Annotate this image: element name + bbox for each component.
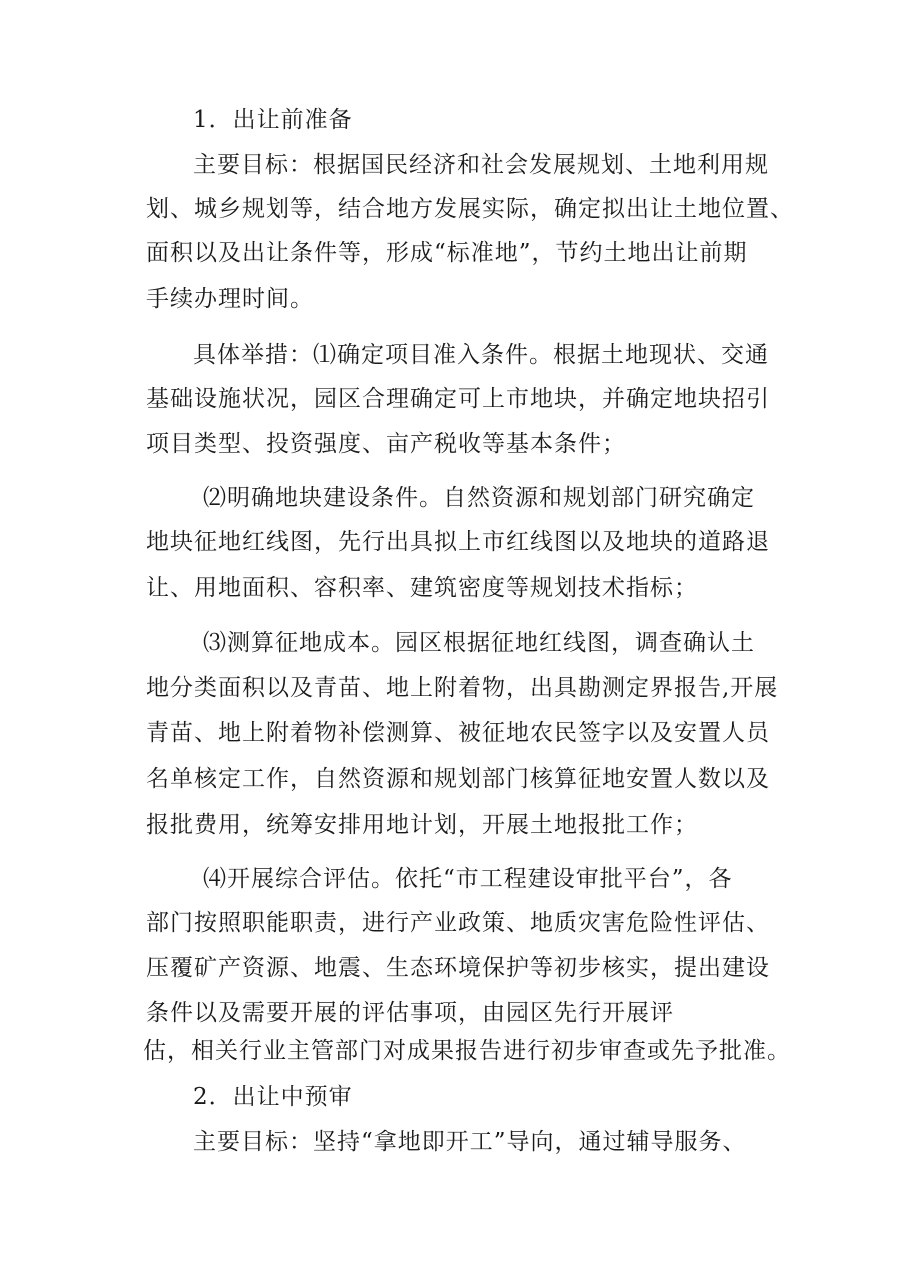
item-4-paragraph-line: 压覆矿产资源、地震、生态环境保护等初步核实，提出建设 <box>146 955 770 981</box>
measures-paragraph-line: 具体举措：⑴确定项目准入条件。根据土地现状、交通 <box>193 342 769 368</box>
item-4-paragraph-line: 估，相关行业主管部门对成果报告进行初步审查或先予批准。 <box>143 1038 791 1064</box>
section-2-heading: 2．出让中预审 <box>193 1084 353 1110</box>
item-4-paragraph-line: 部门按照职能职责，进行产业政策、地质灾害危险性评估、 <box>146 910 770 936</box>
section-1-goal-line: 划、城乡规划等，结合地方发展实际，确定拟出让土地位置、 <box>146 196 794 222</box>
item-4-paragraph-line: 条件以及需要开展的评估事项，由园区先行开展评 <box>146 1000 674 1026</box>
item-4-paragraph-line: ⑷开展综合评估。依托“市工程建设审批平台”，各 <box>203 866 733 892</box>
item-3-paragraph-line: 名单核定工作，自然资源和规划部门核算征地安置人数以及 <box>146 766 770 792</box>
measures-paragraph-line: 基础设施状况，园区合理确定可上市地块，并确定地块招引 <box>146 386 770 412</box>
item-3-paragraph-line: ⑶测算征地成本。园区根据征地红线图，调查确认土 <box>203 630 755 656</box>
item-3-paragraph-line: 报批费用，统筹安排用地计划，开展土地报批工作； <box>146 812 698 838</box>
section-2-goal-line: 主要目标：坚持“拿地即开工”导向，通过辅导服务、 <box>193 1129 747 1155</box>
section-1-goal-line: 主要目标：根据国民经济和社会发展规划、土地利用规 <box>193 152 769 178</box>
item-3-paragraph-line: 青苗、地上附着物补偿测算、被征地农民签字以及安置人员 <box>146 720 770 746</box>
item-2-paragraph-line: ⑵明确地块建设条件。自然资源和规划部门研究确定 <box>203 485 755 511</box>
section-1-goal-line: 手续办理时间。 <box>146 286 314 312</box>
measures-paragraph-line: 项目类型、投资强度、亩产税收等基本条件； <box>146 431 626 457</box>
item-2-paragraph-line: 地块征地红线图，先行出具拟上市红线图以及地块的道路退 <box>146 529 770 555</box>
section-1-goal-line: 面积以及出让条件等，形成“标准地”，节约土地出让前期 <box>146 240 748 266</box>
item-3-paragraph-line: 地分类面积以及青苗、地上附着物，出具勘测定界报告,开展 <box>146 675 779 701</box>
section-1-heading: 1．出让前准备 <box>193 107 353 133</box>
item-2-paragraph-line: 让、用地面积、容积率、建筑密度等规划技术指标； <box>146 575 698 601</box>
